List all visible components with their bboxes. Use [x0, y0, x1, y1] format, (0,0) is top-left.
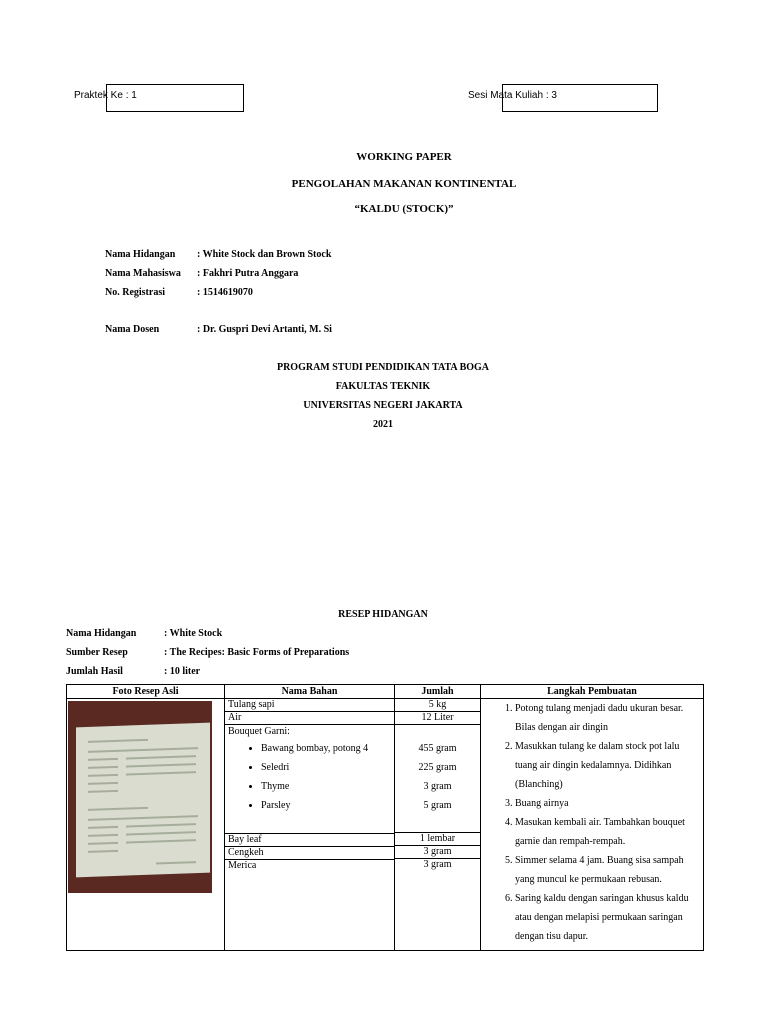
- ingredient-name: Merica: [228, 860, 257, 871]
- ingredient-names-cell: [225, 699, 395, 951]
- title-working-paper: WORKING PAPER: [356, 151, 452, 163]
- praktek-label: Praktek Ke : 1: [74, 90, 137, 101]
- info-value-hidangan: : White Stock dan Brown Stock: [197, 249, 332, 260]
- ingredient-qty: 5 kg: [395, 699, 480, 712]
- col-header-bahan: Nama Bahan: [225, 685, 395, 699]
- institution-faculty: FAKULTAS TEKNIK: [335, 381, 431, 392]
- info-value-registrasi: : 1514619070: [197, 287, 253, 298]
- ingredient-name: Bay leaf: [225, 834, 394, 847]
- bouquet-list: [225, 739, 394, 815]
- ingredient-qty-cell: [395, 699, 481, 951]
- recipe-table: [66, 684, 704, 951]
- ingredient-name: Cengkeh: [225, 847, 394, 860]
- recipe-value-hidangan: : White Stock: [164, 628, 223, 639]
- sesi-label: Sesi Mata Kuliah : 3: [468, 90, 557, 101]
- bouquet-qty: 225 gram: [418, 762, 457, 773]
- step-item: 5. Simmer selama 4 jam. Buang sisa sampah yang muncul ke permukaan rebusan.: [515, 851, 703, 889]
- info-value-mahasiswa: : Fakhri Putra Anggara: [197, 268, 299, 279]
- ingredient-qty: 1 lembar: [395, 833, 480, 846]
- bouquet-qty: 455 gram: [418, 743, 457, 754]
- institution-program: PROGRAM STUDI PENDIDIKAN TATA BOGA: [276, 362, 490, 373]
- steps-list: [481, 699, 703, 946]
- step-item: 1. Potong tulang menjadi dadu ukuran besar. Bilas dengan air dingin: [515, 699, 703, 737]
- recipe-photo: [68, 701, 212, 893]
- recipe-label-jumlah: Jumlah Hasil: [66, 666, 123, 677]
- title-topic: “KALDU (STOCK)”: [354, 203, 454, 215]
- dosen-value: : Dr. Guspri Devi Artanti, M. Si: [197, 324, 332, 335]
- photo-cell: [67, 699, 225, 951]
- recipe-heading: RESEP HIDANGAN: [338, 609, 428, 620]
- ingredient-qty: 3 gram: [395, 846, 480, 859]
- step-item: 4. Masukan kembali air. Tambahkan bouquet garnie dan rempah-rempah.: [515, 813, 703, 851]
- bouquet-title: Bouquet Garni:: [228, 726, 290, 737]
- steps-cell: [481, 699, 704, 951]
- recipe-label-hidangan: Nama Hidangan: [66, 628, 137, 639]
- ingredient-qty: 3 gram: [423, 859, 452, 870]
- col-header-jumlah: Jumlah: [395, 685, 481, 699]
- bouquet-qty: 5 gram: [423, 800, 452, 811]
- title-course: PENGOLAHAN MAKANAN KONTINENTAL: [291, 178, 517, 190]
- recipe-value-sumber: : The Recipes: Basic Forms of Preparations: [164, 647, 350, 658]
- bouquet-item: • Bawang bombay, potong 4: [261, 739, 394, 758]
- info-label-mahasiswa: Nama Mahasiswa: [105, 268, 181, 279]
- step-item: 2. Masukkan tulang ke dalam stock pot lalu tuang air dingin kedalamnya. Didihkan (Blanching): [515, 737, 703, 794]
- ingredient-name: Tulang sapi: [225, 699, 394, 712]
- bouquet-item: • Parsley: [261, 796, 394, 815]
- bouquet-item: • Thyme: [261, 777, 394, 796]
- info-label-registrasi: No. Registrasi: [105, 287, 165, 298]
- dosen-label: Nama Dosen: [105, 324, 160, 335]
- step-item: 3. Buang airnya: [515, 794, 703, 813]
- ingredient-qty: 12 Liter: [395, 712, 480, 725]
- book-page: [76, 723, 210, 878]
- recipe-label-sumber: Sumber Resep: [66, 647, 128, 658]
- step-item: 6. Saring kaldu dengan saringan khusus kaldu atau dengan melapisi permukaan saringan dengan tisu dapur.: [515, 889, 703, 946]
- ingredient-name: Air: [225, 712, 394, 725]
- bouquet-qty: 3 gram: [423, 781, 452, 792]
- institution-university: UNIVERSITAS NEGERI JAKARTA: [303, 400, 463, 411]
- info-label-hidangan: Nama Hidangan: [105, 249, 176, 260]
- bouquet-qty-block: [395, 725, 480, 833]
- bouquet-item: • Seledri: [261, 758, 394, 777]
- institution-year: 2021: [373, 419, 393, 430]
- recipe-value-jumlah: : 10 liter: [164, 666, 201, 677]
- col-header-langkah: Langkah Pembuatan: [481, 685, 704, 699]
- col-header-foto: Foto Resep Asli: [67, 685, 225, 699]
- bouquet-garni-block: [225, 725, 394, 834]
